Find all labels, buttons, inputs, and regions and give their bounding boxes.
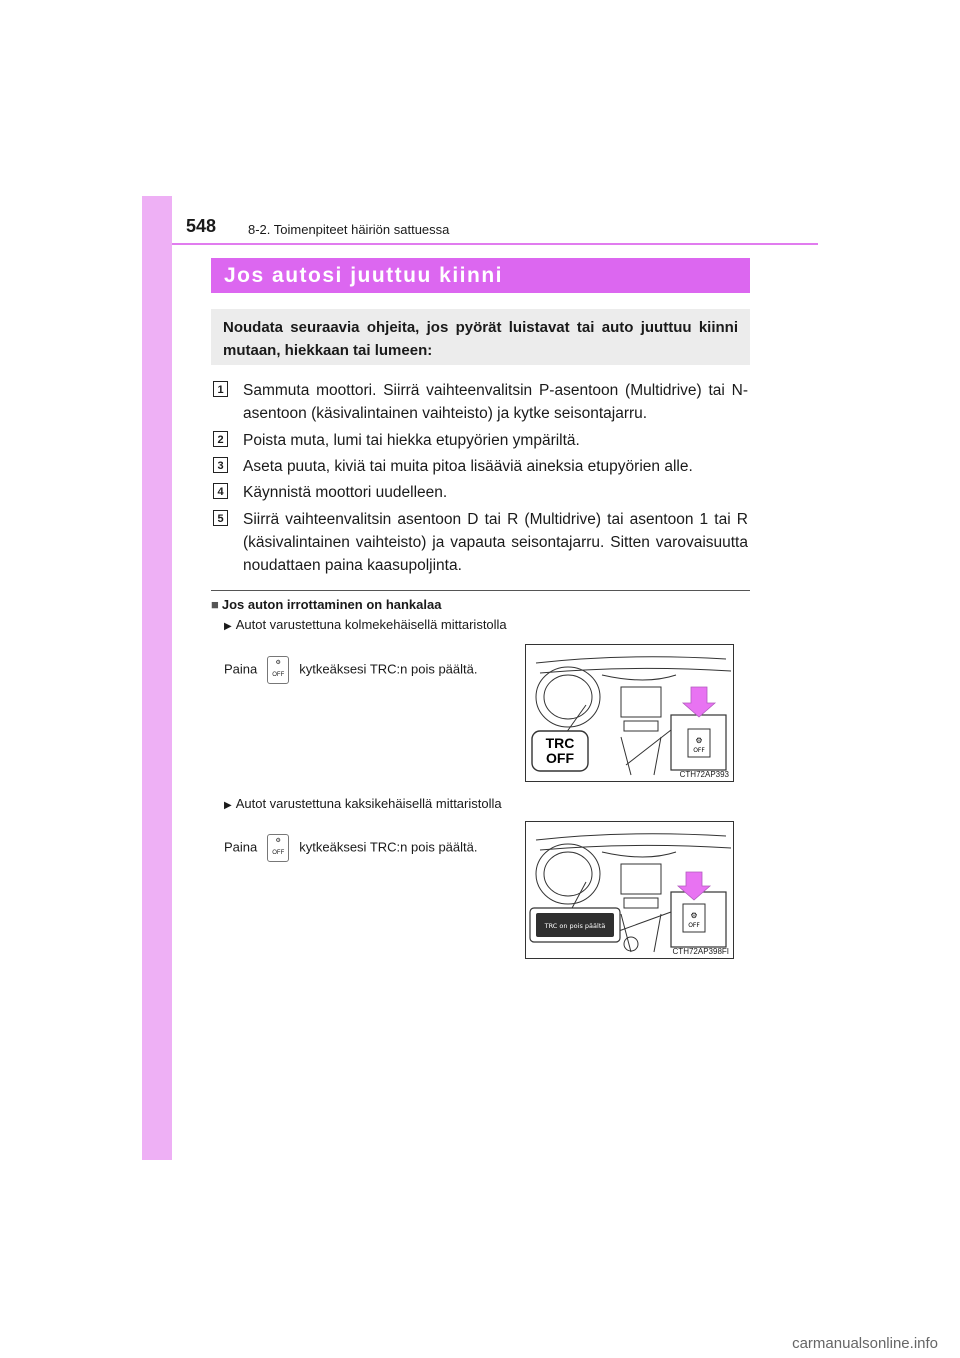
variant2-instruction xyxy=(224,834,477,862)
step-number: 2 xyxy=(213,431,228,447)
variant1-instruction xyxy=(224,656,477,684)
variant2-label-text: Autot varustettuna kaksikehäisellä mittaristolla xyxy=(235,796,502,811)
step-text: Käynnistä moottori uudelleen. xyxy=(243,484,448,501)
step-text: Aseta puuta, kiviä tai muita pitoa lisääviä aineksia etupyörien alle. xyxy=(243,458,693,475)
svg-text:⚙: ⚙ xyxy=(695,736,703,745)
side-tab xyxy=(142,196,172,1160)
page-number: 548 xyxy=(186,216,217,236)
figure-code: CTH72AP393 xyxy=(679,770,729,779)
step-text: Siirrä vaihteenvalitsin asentoon D tai R (Multidrive) tai asentoon 1 tai R (käsivalintainen vaihteisto) ja vapauta seisontajarru. Sitten varovaisuutta noudattaen paina kaasupoljinta. xyxy=(243,511,748,574)
svg-text:OFF: OFF xyxy=(546,750,574,766)
square-bullet-icon: ■ xyxy=(211,597,219,612)
svg-text:⚙: ⚙ xyxy=(690,911,698,920)
press-word: Paina xyxy=(224,661,258,677)
step-number: 5 xyxy=(213,510,228,526)
step-text: Sammuta moottori. Siirrä vaihteenvalitsin P-asentoon (Multidrive) tai N-asentoon (käsivalintainen vaihteisto) ja kytke seisontajarru. xyxy=(243,382,748,422)
trc-off-button-icon: ⚙ OFF xyxy=(267,656,289,684)
step-4 xyxy=(213,481,748,504)
watermark-footer: carmanualsonline.info xyxy=(792,1335,938,1352)
variant1-label-text: Autot varustettuna kolmekehäisellä mittaristolla xyxy=(235,617,507,632)
subsection-heading-text: Jos auton irrottaminen on hankalaa xyxy=(221,597,442,612)
svg-text:OFF: OFF xyxy=(688,922,700,929)
step-text: Poista muta, lumi tai hiekka etupyörien ympäriltä. xyxy=(243,432,580,449)
svg-text:TRC on pois päältä: TRC on pois päältä xyxy=(544,922,606,930)
triangle-bullet-icon: ▶ xyxy=(224,800,232,811)
triangle-bullet-icon: ▶ xyxy=(224,621,232,632)
down-arrow-icon xyxy=(683,687,715,717)
action-text: kytkeäksesi TRC:n pois päältä. xyxy=(299,839,478,855)
step-2 xyxy=(213,429,748,452)
dashboard-illustration xyxy=(526,822,733,958)
chapter-title: 8-2. Toimenpiteet häiriön sattuessa xyxy=(248,222,450,237)
figure-3-ring-meter xyxy=(525,644,734,782)
step-number: 1 xyxy=(213,381,228,397)
trc-off-button-icon: ⚙ OFF xyxy=(267,834,289,862)
figure-2-ring-meter xyxy=(525,821,734,959)
step-5 xyxy=(213,508,748,577)
subsection-heading xyxy=(211,597,441,612)
svg-text:TRC: TRC xyxy=(545,735,575,751)
intro-box: Noudata seuraavia ohjeita, jos pyörät luistavat tai auto juuttuu kiinni mutaan, hiekkaan tai lumeen: xyxy=(211,309,750,365)
variant1-label xyxy=(224,617,507,632)
step-1 xyxy=(213,379,748,425)
step-number: 4 xyxy=(213,483,228,499)
action-text: kytkeäksesi TRC:n pois päältä. xyxy=(299,661,478,677)
figure-code: CTH72AP398FI xyxy=(672,947,729,956)
divider xyxy=(211,590,750,591)
step-number: 3 xyxy=(213,457,228,473)
press-word: Paina xyxy=(224,839,258,855)
variant2-label xyxy=(224,796,502,811)
step-3 xyxy=(213,455,748,478)
section-title: Jos autosi juuttuu kiinni xyxy=(211,258,750,293)
header-rule xyxy=(172,243,818,245)
svg-text:OFF: OFF xyxy=(693,747,705,754)
dashboard-illustration xyxy=(526,645,733,781)
